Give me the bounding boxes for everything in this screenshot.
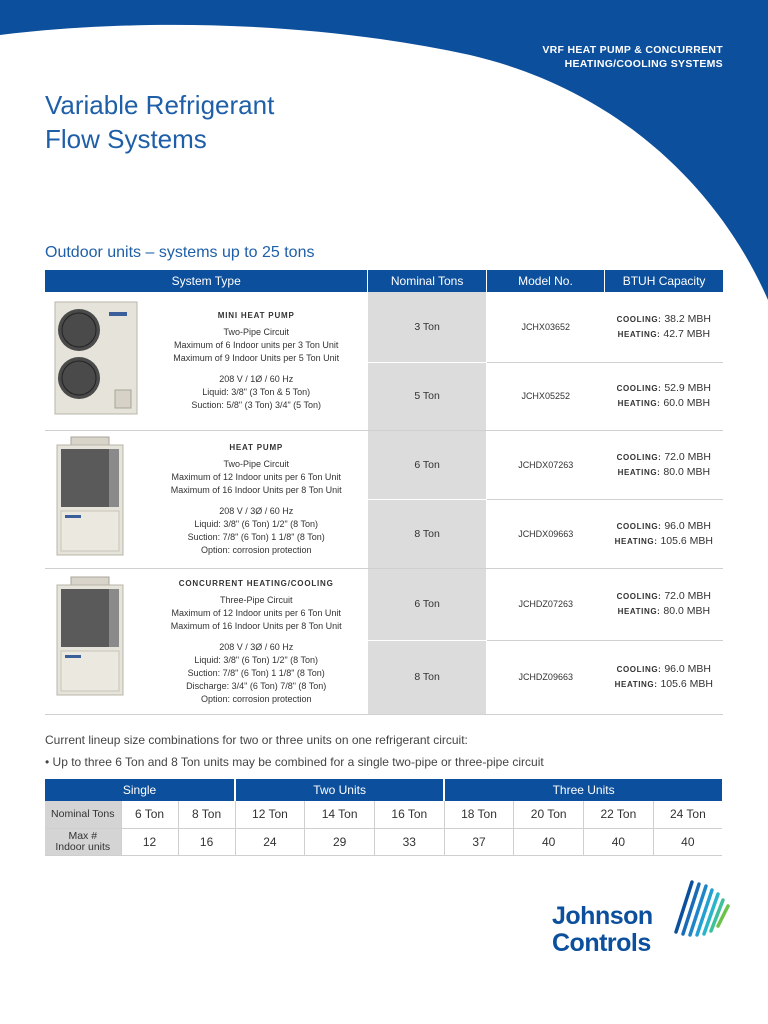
heating-value: 80.0 MBH [663, 465, 711, 478]
cooling-value: 96.0 MBH [664, 519, 712, 532]
outdoor-units-table [45, 270, 723, 715]
tons-cell: 18 Ton [444, 801, 514, 828]
system-name: MINI HEAT PUMP [217, 311, 295, 321]
heat-pump-image [53, 435, 125, 557]
spec-line: Liquid: 3/8" (6 Ton) 1/2" (8 Ton) [194, 519, 319, 529]
header-btuh-capacity: BTUH Capacity [605, 270, 723, 292]
cooling-label: COOLING: [616, 665, 662, 674]
btuh-cell [605, 640, 723, 714]
spec-line: Suction: 5/8" (3 Ton) 3/4" (5 Ton) [191, 400, 322, 411]
tons-cell: 14 Ton [305, 801, 375, 828]
cooling-value: 72.0 MBH [664, 590, 712, 602]
header-nominal-tons: Nominal Tons [368, 270, 486, 292]
system-type-cell [45, 568, 368, 714]
spec-line: Liquid: 3/8" (3 Ton & 5 Ton) [202, 387, 311, 398]
btuh-cell [605, 568, 723, 640]
spec-line: 208 V / 1Ø / 60 Hz [219, 374, 294, 385]
tons-cell: 12 Ton [235, 801, 305, 828]
page-title-line2: Flow Systems [45, 124, 207, 154]
group-two-units: Two Units [235, 779, 444, 801]
system-type-cell [45, 292, 368, 430]
model-no-cell: JCHX03652 [486, 292, 604, 362]
btuh-cell [605, 362, 723, 430]
spec-line: Discharge: 3/4" (6 Ton) 7/8" (8 Ton) [186, 680, 327, 691]
row-label-line2: Indoor units [55, 840, 111, 853]
max-units-cell: 40 [584, 828, 654, 855]
header-model-no: Model No. [486, 270, 604, 292]
model-no-cell: JCHDZ07263 [486, 568, 604, 640]
heating-label: HEATING: [617, 329, 661, 339]
max-units-cell: 29 [305, 828, 375, 855]
table-header-row [45, 270, 723, 292]
model-no-cell: JCHDX07263 [486, 430, 604, 499]
table-row [45, 292, 723, 362]
combination-bullet: • Up to three 6 Ton and 8 Ton units may be combined for a single two-pipe or three-pipe circuit [45, 755, 544, 769]
tons-cell: 6 Ton [121, 801, 178, 828]
btuh-cell [605, 292, 723, 362]
section-subtitle: Outdoor units – systems up to 25 tons [45, 244, 315, 261]
spec-line: Two-Pipe Circuit [223, 327, 289, 338]
spec-line: Maximum of 16 Indoor Units per 8 Ton Unit [170, 620, 342, 631]
group-three-units: Three Units [444, 779, 722, 801]
spec-line: Suction: 7/8" (6 Ton) 1 1/8" (8 Ton) [187, 667, 325, 678]
system-name: HEAT PUMP [229, 443, 284, 452]
tons-cell: 24 Ton [653, 801, 722, 828]
spec-line: Three-Pipe Circuit [219, 594, 293, 605]
max-units-cell: 40 [653, 828, 722, 855]
cooling-value: 38.2 MBH [664, 312, 712, 325]
combo-group-row [45, 779, 722, 801]
cooling-value: 96.0 MBH [664, 663, 712, 675]
spec-line: Suction: 7/8" (6 Ton) 1 1/8" (8 Ton) [187, 532, 325, 542]
group-single: Single [45, 779, 235, 801]
system-type-cell [45, 430, 368, 568]
heating-value: 105.6 MBH [660, 678, 713, 690]
tons-cell: 22 Ton [584, 801, 654, 828]
max-units-cell: 12 [121, 828, 178, 855]
spec-line: Option: corrosion protection [200, 693, 312, 704]
nominal-tons-cell: 6 Ton [368, 568, 486, 640]
page-title [45, 88, 274, 156]
combo-tons-row [45, 801, 722, 828]
system-name: CONCURRENT HEATING/COOLING [178, 578, 334, 588]
heating-label: HEATING: [617, 399, 661, 408]
heating-label: HEATING: [614, 536, 658, 546]
cooling-value: 72.0 MBH [664, 450, 712, 463]
heating-value: 105.6 MBH [660, 534, 713, 547]
row-label-max-indoor-units [45, 828, 121, 855]
cooling-label: COOLING: [616, 592, 662, 601]
btuh-cell [605, 430, 723, 499]
max-units-cell: 33 [374, 828, 444, 855]
max-units-cell: 40 [514, 828, 584, 855]
heating-value: 42.7 MBH [663, 327, 711, 340]
cooling-label: COOLING: [616, 384, 662, 393]
nominal-tons-cell: 3 Ton [368, 292, 486, 362]
table-row [45, 568, 723, 640]
nominal-tons-cell: 8 Ton [368, 640, 486, 714]
spec-line: Two-Pipe Circuit [223, 459, 289, 469]
tons-cell: 8 Ton [178, 801, 235, 828]
page-title-line1: Variable Refrigerant [45, 90, 275, 120]
spec-line: Maximum of 12 Indoor units per 6 Ton Unit [171, 472, 341, 482]
max-units-cell: 37 [444, 828, 514, 855]
combo-max-units-row [45, 828, 722, 855]
model-no-cell: JCHDX09663 [486, 499, 604, 568]
company-logo-mark [670, 878, 732, 940]
combination-table [45, 779, 722, 856]
spec-line: Liquid: 3/8" (6 Ton) 1/2" (8 Ton) [194, 654, 319, 665]
tons-cell: 16 Ton [374, 801, 444, 828]
header-tag-line1: VRF HEAT PUMP & CONCURRENT [542, 44, 723, 56]
max-units-cell: 24 [235, 828, 305, 855]
spec-line: Maximum of 16 Indoor Units per 8 Ton Unit [170, 485, 342, 495]
heating-label: HEATING: [617, 607, 661, 616]
concurrent-unit-image [53, 575, 125, 697]
row-label-line1: Max # [68, 829, 98, 842]
spec-line: Maximum of 12 Indoor units per 6 Ton Unit [171, 607, 341, 618]
combination-note: Current lineup size combinations for two or three units on one refrigerant circuit: [45, 733, 468, 747]
max-units-cell: 16 [178, 828, 235, 855]
tons-cell: 20 Ton [514, 801, 584, 828]
cooling-label: COOLING: [616, 314, 662, 324]
cooling-label: COOLING: [616, 521, 662, 531]
spec-line: 208 V / 3Ø / 60 Hz [219, 641, 294, 652]
nominal-tons-cell: 6 Ton [368, 430, 486, 499]
model-no-cell: JCHDZ09663 [486, 640, 604, 714]
logo-line2: Controls [552, 929, 651, 957]
logo-line1: Johnson [552, 902, 653, 930]
header-system-type: System Type [45, 270, 368, 292]
model-no-cell: JCHX05252 [486, 362, 604, 430]
nominal-tons-cell: 5 Ton [368, 362, 486, 430]
heating-value: 80.0 MBH [663, 605, 711, 617]
spec-line: Maximum of 6 Indoor units per 3 Ton Unit [174, 340, 339, 351]
header-tagline [542, 43, 723, 71]
mini-heat-pump-image [53, 300, 139, 416]
btuh-cell [605, 499, 723, 568]
table-row [45, 430, 723, 499]
cooling-value: 52.9 MBH [664, 382, 712, 394]
row-label-nominal-tons: Nominal Tons [45, 801, 121, 828]
spec-line: Option: corrosion protection [200, 545, 312, 555]
header-tag-line2: HEATING/COOLING SYSTEMS [564, 58, 723, 70]
heating-value: 60.0 MBH [663, 397, 711, 409]
heating-label: HEATING: [617, 467, 661, 477]
cooling-label: COOLING: [616, 452, 662, 462]
nominal-tons-cell: 8 Ton [368, 499, 486, 568]
spec-line: 208 V / 3Ø / 60 Hz [219, 506, 294, 516]
heating-label: HEATING: [614, 680, 658, 689]
company-logo-text [552, 903, 653, 957]
spec-line: Maximum of 9 Indoor Units per 5 Ton Unit [173, 353, 340, 364]
